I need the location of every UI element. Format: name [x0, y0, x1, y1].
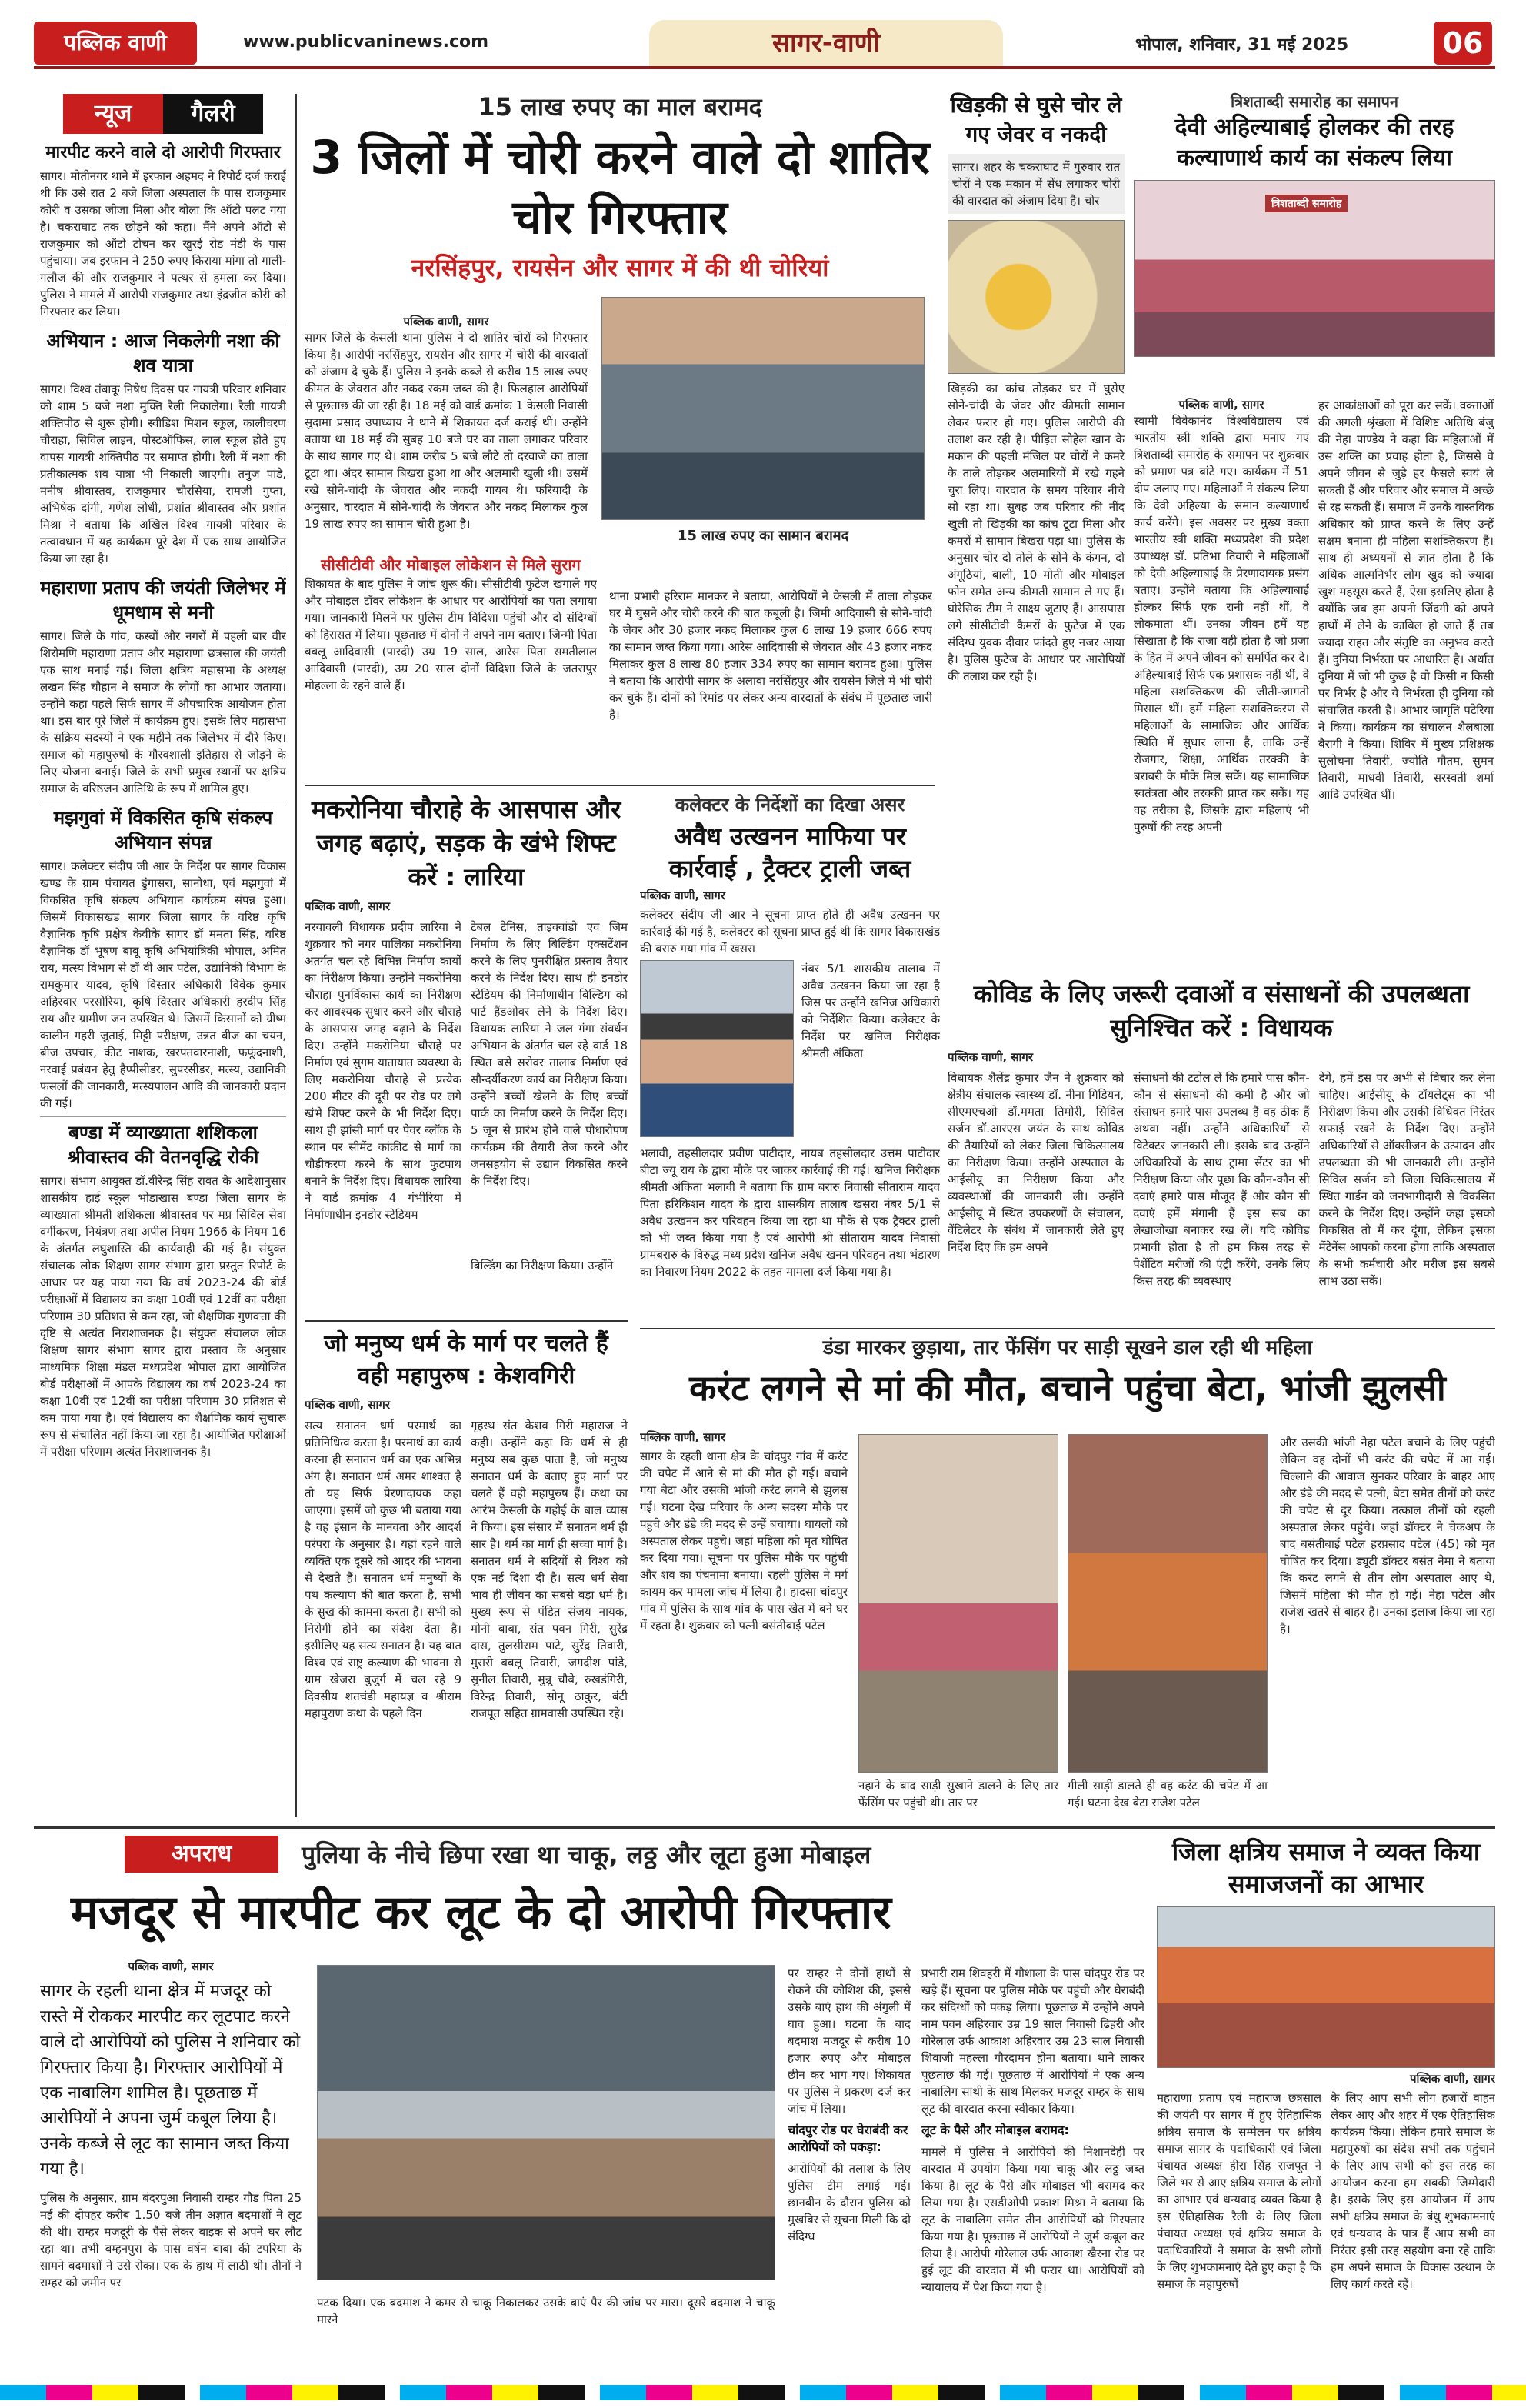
covid-story: कोविड के लिए जरूरी दवाओं व संसाधनों की उपलब्धता सुनिश्चित करें : विधायक पब्लिक वाणी, सागर विधायक शैलेंद्र कुमार जैन ने शुक्रवार को क्षेत्रीय संचालक स्वास्थ्य डॉ. नीना गिडियन, सीएमएचओ डॉ.ममता तिमोरी, सिविल सर्जन डॉ.आरएस जयंत के साथ कोविड की तैयारियों को लेकर जिला चिकित्सालय का निरीक्षण किया। उन्होंने अस्पताल के आईसीयू का निरीक्षण किया और व्यवस्थाओं की जानकारी ली। उन्होंने आईसीयू में स्थित उपकरणों के संचालन, वेंटिलेटर के संबंध में जानकारी लेते हुए निर्देश दिए कि हम अपने संसाधनों की टटोल लें कि हमारे पास कौन-कौन से संसाधनों की कमी है और जो संसाधन हमारे पास उपलब्ध हैं वह ठीक हैं अथवा नहीं। उन्होंने अधिकारियों से विटेक्टर जानकारी ली। इसके बाद उन्होंने अधिकारियों के साथ ट्रामा सेंटर का भी निरीक्षण किया और पूछा कि कौन-कौन सी दवाएं हमारे पास मौजूद हैं और कौन सी दवाएं हमें मंगानी हैं इस सब का लेखाजोखा बनाकर रख लें। यदि कोविड प्रभावी होता है तो हम किस तरह से पेशेंटिव मरीजों की एंट्री करेंगे, उनके लिए किस तरह की व्यवस्थाएं देंगे, हमें इस पर अभी से विचार कर लेना चाहिए। आईसीयू के टॉयलेट्स का भी निरीक्षण किया और उसकी विधिवत निरंतर सफाई रखने के निर्देश दिए। उन्होंने अधिकारियों से ऑक्सीजन के उत्पादन और उपलब्धता की भी जानकारी ली। उन्होंने सिविल सर्जन को जिला चिकित्सालय में स्थित गार्डन को जनभागीदारी से विकसित करने के निर्देश दिए। उन्होंने कहा इसको विकसित तो मैं कर दूंगा, लेकिन इसका मेंटेनेंस आपको करना होगा ताकि अस्पताल के सभी कर्मचारी और मरीज इस सबसे लाभ उठा सकें। — [948, 979, 1495, 1288]
brief-item: महाराणा प्रताप की जयंती जिलेभर में धूमधाम से मनी सागर। जिले के गांव, कस्बों और नगरों में पहली बार वीर शिरोमणि महाराणा प्रताप और महाराणा छत्रसाल की जयंती एक साथ मनाई गई। जिला क्षत्रिय महासभा के अध्यक्ष लखन सिंह चौहान ने समाज के लोगों का आभार जताया। उन्होंने कहा पहले सिर्फ सागर में औपचारिक आयोजन होता था। इस बार पूरे जिले में कार्यक्रम हुए। इसके लिए महासभा के सक्रिय सदस्यों ने एक महीने तक जिलेभर में दौरे किए। समाज को महापुरुषों के गौरवशाली इतिहास से जोड़ने के लिए योजना बनाई। जिले के सभी प्रमुख स्थानों पर क्षत्रिय समाज के वरिष्ठजन आतिथि के रूप में शामिल हुए। — [40, 572, 286, 797]
lead-subheading: सीसीटीवी और मोबाइल लोकेशन से मिले सुराग — [321, 555, 581, 574]
kshatriya-story: जिला क्षत्रिय समाज ने व्यक्त किया समाजजनों का आभार पब्लिक वाणी, सागर महाराणा प्रताप एवं महाराज छत्रसाल की जयंती पर सागर में हुए ऐतिहासिक क्षत्रिय समाज के सम्मेलन पर क्षत्रिय समाज सागर के पदाधिकारी एवं जिला पंचायत अध्यक्ष हीरा सिंह राजपूत ने जिले भर से आए क्षत्रिय समाज के लोगों का आभार एवं धन्यवाद व्यक्त किया है इस ऐतिहासिक रैली के लिए जिला पंचायत अध्यक्ष एवं क्षत्रिय समाज के पदाधिकारियों ने समाज के सभी लोगों के लिए शुभकामनाएं देते हुए कहा है कि समाज के महापुरुषों के लिए आप सभी लोग हजारों वाहन लेकर आए और शहर में एक ऐतिहासिक कार्यक्रम किया। लेकिन हमारे समाज के महापुरुषों का संदेश सभी तक पहुंचाने के लिए आप सभी को इस तरह का आयोजन करना हम सबकी जिम्मेदारी है। इसके लिए इस आयोजन में आप सभी क्षत्रिय समाज के बंधु शुभकामनाएं एवं धन्यवाद के पात्र हैं आप सभी का निरंतर इसी तरह सहयोग बना रहे ताकि हम अपने समाज के विकास उत्थान के लिए कार्य करते रहें। — [1157, 1837, 1495, 2291]
crime-tag: अपराध — [125, 1836, 278, 1873]
byline: पब्लिक वाणी, सागर — [403, 315, 489, 329]
mining-story: कलेक्टर के निर्देशों का दिखा असर अवैध उत्खनन माफिया पर कार्रवाई , ट्रैक्टर ट्राली जब्त पब्लिक वाणी, सागर कलेक्टर संदीप जी आर ने सूचना प्राप्त होते ही अवैध उत्खनन पर कार्रवाई की गई है, कलेक्टर को सूचना प्राप्त हुई थी कि सागर विकासखंड की बरारु गया गांव में खसरा नंबर 5/1 शासकीय तालाब में अवैध उत्खनन किया जा रहा है जिस पर उन्होंने खनिज अधिकारी को निर्देशित किया। कलेक्टर के निर्देश पर खनिज निरीक्षक श्रीमती अंकिता भलावी, तहसीलदार प्रवीण पाटीदार, नायब तहसीलदार उत्तम पाटीदार बीटा ज्यू राय के द्वारा मौके पर जाकर कार्रवाई की गई। खनिज निरीक्षक श्रीमती अंकिता भलावी ने बताया कि ग्राम बरारु निवासी सीताराम यादव पिता हरिकिशन यादव के द्वारा शासकीय तालाब खसरा नंबर 5/1 से अवैध उत्खनन कर परिवहन किया जा रहा था मौके से एक ट्रैक्टर ट्राली को भी जब्त किया गया है एवं आरोपी श्री सीताराम यादव निवासी ग्रामबरारु के विरुद्ध मध्य प्रदेश खनिज अवैध खनन परिवहन तथा भंडारण का निवारण नियम 2022 के तहत मामला दर्ज किया गया है। — [640, 794, 940, 1279]
photo-banner-text: त्रिशताब्दी समारोह — [1265, 195, 1348, 212]
lead-photo-caption: 15 लाख रुपए का सामान बरामद — [677, 528, 849, 544]
dateline: भोपाल, शनिवार, 31 मई 2025 — [1135, 35, 1349, 55]
lead-headline: 3 जिलों में चोरी करने वाले दो शातिर चोर गिरफ्तार — [310, 131, 930, 245]
brief-list — [40, 142, 286, 1460]
section-rule — [34, 1826, 1495, 1829]
section-banner: सागर-वाणी — [649, 20, 1003, 66]
arrest-photo — [317, 1965, 775, 2280]
lead-subhead: नरसिंहपुर, रायसेन और सागर में की थी चोरियां — [411, 253, 829, 282]
news-gallery-column — [40, 94, 286, 1819]
lead-text-a: पब्लिक वाणी, सागर सागर जिले के केसली थाना पुलिस ने दो शातिर चोरों को गिरफ्तार किया है। आरोपी नरसिंहपुर, रायसेन और सागर में चोरी की वारदातों को अंजाम दे चुके हैं। पुलिस ने इनके कब्जे से करीब 15 लाख रुपए कीमत के जेवरात और नकद रकम जब्त की है। फिलहाल आरोपियों से पूछताछ की जा रही है। 18 मई को वार्ड क्रमांक 1 केसली निवासी सुदामा प्रसाद उपाध्याय ने थाने में शिकायत दर्ज कराई थी। उन्होंने बताया था 18 मई की सुबह 10 बजे घर का ताला लगाकर परिवार के साथ सागर गए थे। शाम करीब 5 बजे लौटे तो दरवाजे का ताला टूटा था। अंदर सामान बिखरा हुआ था और अलमारी खुली थी। उसमें रखे सोने-चांदी के जेवरात और नकदी गायब थे। फरियादी के अनुसार, वारदात में सोने-चांदी के जेवरात और नकद मिलाकर कुल 19 लाख रुपए का सामान चोरी हुआ है। — [305, 315, 588, 531]
publication-logo: पब्लिक वाणी — [34, 22, 197, 65]
lead-kicker: 15 लाख रुपए का माल बरामद — [478, 92, 762, 122]
print-registration-bar — [0, 2385, 1526, 2400]
brief-item: मझगुवां में विकसित कृषि संकल्प अभियान संपन्न सागर। कलेक्टर संदीप जी आर के निर्देश पर सागर विकास खण्ड के ग्राम पंचायत डुंगासरा, सानोधा, एवं मझगुवां में विकसित कृषि संकल्प अभियान कार्यक्रम संपन्न हुआ। जिसमें विकासखंड सागर जिला सागर के वरिष्ठ कृषि वैज्ञानिक कृषि प्रक्षेत्र केवीके सागर डॉ ममता सिंह, वरिष्ठ वैज्ञानिक डॉ भूषण बाबू कृषि अभियांत्रिकी भोपाल, अमित राय, मत्स्य विभाग से डॉ वी आर पटेल, उद्यानिकी विभाग के रामकुमार यादव, कृषि विस्तार अधिकारी विवेक कुमार अहिरवार परसोरिया, कृषि विस्तार अधिकारी हरदीप सिंह राय और ग्रामीण जन उपस्थित थे। जिसमें किसानों को ग्रीष्म कालीन गहरी जुताई, मिट्टी परीक्षण, उन्नत बीज का चयन, बीज उपचार, कीट नाशक, खरपतवारनाशी, फफूंदनाशी, नरवाई प्रबंधन हेतु हैप्पीसीडर, सुपरसीडर, मत्स्य, उद्यानिकी फसलों की जानकारी, मत्स्यपालन आदि की जानकारी प्रदान की गई। — [40, 802, 286, 1112]
masthead — [34, 20, 1495, 69]
collector-portrait — [640, 960, 794, 1137]
ahilya-photo — [1134, 180, 1495, 357]
fence-photo — [858, 1434, 1058, 1773]
ahilya-story: त्रिशताब्दी समारोह का समापन देवी अहिल्याबाई होलकर की तरह कल्याणार्थ कार्य का संकल्प लिया त्रिशताब्दी समारोह पब्लिक वाणी, सागर स्वामी विवेकानंद विश्वविद्यालय एवं भारतीय स्त्री शक्ति द्वारा मनाए गए त्रिशताब्दी समारोह के समापन पर शुक्रवार को प्रमाण पत्र बांटे गए। कार्यक्रम में 51 दीप जलाए गए। महिलाओं ने संकल्प लिया कि देवी अहिल्या के समान कल्याणार्थ कार्य करेंगे। इस अवसर पर मुख्य वक्ता भारतीय स्त्री शक्ति मध्यप्रदेश की प्रदेश उपाध्यक्ष डॉ. प्रतिभा तिवारी ने महिलाओं को देवी अहिल्याबाई के प्रेरणादायक प्रसंग बताए। उन्होंने बताया कि अहिल्याबाई होल्कर सिर्फ एक रानी नहीं थीं, वे लोकमाता थीं। उनका जीवन हमें यह सिखाता है कि राजा वही होता है जो प्रजा के हित में अपने जीवन को समर्पित कर दे। अहिल्याबाई सिर्फ एक प्रशासक नहीं थीं, वे महिला सशक्तिकरण की जीती-जागती मिसाल थीं। हमें महिला सशक्तिकरण से महिलाओं के सामाजिक और आर्थिक स्थिति में सुधार लाना है, ताकि उन्हें रोजगार, शिक्षा, आर्थिक तरक्की के बराबरी के मौके मिल सकें। यह सामाजिक स्वतंत्रता और तरक्की प्राप्त कर सकें। यह वह तरीका है, जिसके द्वारा महिलाएं भी पुरुषों की तरह अपनी हर आकांक्षाओं को पूरा कर सकें। वक्ताओं की अगली श्रृंखला में विशिष्ट अतिथि बंजु की नेहा पाण्डेय ने कहा कि महिलाओं में उस शक्ति का प्रवाह होता है, जिससे वे अपने जीवन से जुड़े हर फैसले स्वयं ले सकती हैं और परिवार और समाज में अच्छे से रह सकती हैं। समाज में उनके वास्तविक अधिकार को प्राप्त करने के लिए उन्हें सक्षम बनाना ही महिला सशक्तिकरण है। साथ ही अध्ययनों से ज्ञात होता है कि अधिक आत्मनिर्भर लोग खुद को ज्यादा खुश महसूस करते हैं, ऐसा इसलिए होता है क्योंकि जब हम अपनी जिंदगी को अपने हाथों में लेने के काबिल हो जाते हैं तब ज्यादा राहत और संतुष्टि का अनुभव करते हैं। दुनिया निर्भरता पर आधारित है। अर्थात दुनिया में जो भी कुछ है वो किसी न किसी पर निर्भर है और ये निर्भरता ही दुनिया को संचालित करती है। आभार जागृति पटेरिया ने किया। कार्यक्रम का संचालन शैलबाला बैरागी ने किया। शिविर में मुख्य प्रशिक्षक सुलोचना तिवारी, ज्योति गौतम, सुमन तिवारी, माधवी तिवारी, सरस्वती शर्मा आदि उपस्थित थीं। — [1134, 92, 1494, 834]
electrocution-story: डंडा मारकर छुड़ाया, तार फेंसिंग पर साड़ी सूखने डाल रही थी महिला करंट लगने से मां की मौत, बचाने पहुंचा बेटा, भांजी झुलसी पब्लिक वाणी, सागर सागर के रहली थाना क्षेत्र के चांदपुर गांव में करंट की चपेट में आने से मां की मौत हो गई। बचाने गया बेटा और उसकी भांजी करंट लगने से झुलस गई। घटना देख परिवार के अन्य सदस्य मौके पर पहुंचे और डंडे की मदद से उन्हें बचाया। घायलों को अस्पताल लेकर पहुंचे। जहां महिला को मृत घोषित कर दिया गया। सूचना पर पुलिस मौके पर पहुंची और शव का पंचनामा बनाया। रहली पुलिस ने मर्ग कायम कर मामला जांच में लिया है। हादसा चांदपुर गांव में पुलिस के साथ गांव के पास खेत में बने घर में रहता है। शुक्रवार को पत्नी बसंतीबाई पटेल नहाने के बाद साड़ी सुखाने डालने के लिए तार फेंसिंग पर पहुंची थी। तार पर गीली साड़ी डालते ही वह करंट की चपेट में आ गई। घटना देख बेटा राजेश पटेल और उसकी भांजी नेहा पटेल बचाने के लिए पहुंची लेकिन वह दोनों भी करंट की चपेट में आ गई। चिल्लाने की आवाज सुनकर परिवार के बाहर आए और डंडे की मदद से पत्नी, बेटा समेत तीनों को करंट की चपेट से दूर किया। तत्काल तीनों को रहली अस्पताल लेकर पहुंचे। जहां डॉक्टर ने चेकअप के बाद बसंतीबाई पटेल हरप्रसाद पटेल (45) को मृत घोषित कर दिया। ड्यूटी डॉक्टर बसंत नेमा ने बताया कि करंट लगने से तीन लोग अस्पताल आए थे, जिसमें महिला की मौत हो गई। नेहा पटेल और राजेश खतरे से बाहर हैं। उनका इलाज किया जा रहा है। — [640, 1328, 1495, 1820]
brief-item: बण्डा में व्याख्याता शशिकला श्रीवास्तव की वेतनवृद्धि रोकी सागर। संभाग आयुक्त डॉ.वीरेन्द्र सिंह रावत के आदेशानुसार शासकीय हाई स्कूल भोडाखास बण्डा जिला सागर के व्याख्याता श्रीमती शशिकला श्रीवास्तव पर मप्र सिविल सेवा वर्गीकरण, नियंत्रण तथा अपील नियम 1966 के नियम 16 के अंतर्गत लघुशास्ति की कार्यवाही की गई है। संयुक्त संचालक लोक शिक्षण सागर संभाग द्वारा प्रस्तुत रिपोर्ट के आधार पर यह पाया गया कि वर्ष 2023-24 की बोर्ड परीक्षाओं में विद्यालय का कक्षा 10वीं एवं 12वीं का परीक्षा परिणाम 30 प्रतिशत से कम रहा, जो शैक्षणिक गुणवत्ता की दृष्टि से अत्यंत निराशाजनक है। संयुक्त संचालक लोक शिक्षण सागर संभाग सागर द्वारा प्रस्ताव के अनुसार माध्यमिक शिक्षा मंडल मध्यप्रदेश भोपाल द्वारा आयोजित बोर्ड परीक्षाओं में आपके विद्यालय का वर्ष 2023-24 का कक्षा 10वीं एवं 12वीं का परीक्षा परिणाम 30 प्रतिशत से कम पाया गया है। एवं विद्यालय का शैक्षणिक कार्य सुचारू रूप से संचालित नहीं किया जा रहा है। आयोजित परीक्षाओं में परीक्षा परिणाम अत्यंत निराशाजनक है। — [40, 1116, 286, 1460]
page-number: 06 — [1434, 22, 1492, 65]
brief-item: मारपीट करने वाले दो आरोपी गिरफ्तार सागर। मोतीनगर थाने में इरफान अहमद ने रिपोर्ट दर्ज कराई थी कि उसे रात 2 बजे जिला अस्पताल के पास राजकुमार कोरी व उसका जीजा मिला और बोला कि ऑटो पलट गया है। चकराघाट तक छोड़ने को कहा। मैंने अपने ऑटो से राजकुमार को ऑटो टोचन कर खुरई रोड मंडी के पास पहुंचाया। जब इरफान ने 250 रुपए किराया मांगा तो गाली-गलौज की और राजकुमार ने पत्थर से हमला कर दिया। पुलिस ने मामले में आरोपी राजकुमार तथा इंद्रजीत कोरी को गिरफ्तार कर लिया। — [40, 143, 286, 319]
lead-story-lower: सीसीटीवी और मोबाइल लोकेशन से मिले सुराग शिकायत के बाद पुलिस ने जांच शुरू की। सीसीटीवी फुटेज खंगाले गए और मोबाइल टॉवर लोकेशन के आधार पर आरोपियों का पता लगाया गया। जानकारी मिलने पर पुलिस टीम विदिशा पहुंची और दो संदिग्धों को हिरासत में लिया। पूछताछ में दोनों ने अपने नाम बताए। जिन्मी पिता बबलू आदिवासी (पारदी) उम्र 19 साल, आरेस पिता समतीलाल आदिवासी (पारदी), उम्र 20 साल दोनों विदिशा जिले के जतरापुर मोहल्ला के रहने वाले हैं। थाना प्रभारी हरिराम मानकर ने बताया, आरोपियों ने केसली में ताला तोड़कर घर में घुसने और चोरी करने की बात कबूली है। जिमी आदिवासी से सोने-चांदी के जेवर और 30 हजार नकद मिलाकर कुल 6 लाख 19 हजार 666 रुपए का सामान जब्त किया गया। आरेस आदिवासी से जेवरात और 43 हजार नकद मिलाकर कुल 8 लाख 80 हजार 334 रुपए का सामान बरामद हुआ। पुलिस ने बताया कि आरोपी सागर के अलावा नरसिंहपुर और रायसेन जिले में भी चोरी कर चुके हैं। दोनों को रिमांड पर लेकर अन्य वारदातों के संबंध में पूछताछ जारी है। — [305, 555, 932, 722]
rally-photo — [1157, 1906, 1495, 2068]
column-divider — [295, 94, 297, 1817]
lead-photo — [601, 297, 925, 520]
lariya-story: मकरोनिया चौराहे के आसपास और जगह बढ़ाएं, सड़क के खंभे शिफ्ट करें : लारिया पब्लिक वाणी, सागर नरयावली विधायक प्रदीप लारिया ने शुक्रवार को नगर पालिका मकरोनिया अंतर्गत चल रहे विभिन्न निर्माण कार्यों का निरीक्षण किया। उन्होंने मकरोनिया चौराहा पुनर्विकास कार्य का निरीक्षण कर आवश्यक सुधार करने और चौराहे के आसपास जगह बढ़ाने के निर्देश दिए। उन्होंने मकरोनिया चौराहे पर निर्माण एवं सुगम यातायात व्यवस्था के लिए मकरोनिया चौराहे से प्रत्येक 200 मीटर की दूरी पर रोड पर लगे खंभे शिफ्ट करने के भी निर्देश दिए। साथ ही झांसी मार्ग पर पेवर ब्लॉक के स्थान पर सीमेंट कांक्रीट से मार्ग का चौड़ीकरण करने के साथ फुटपाथ बनाने के निर्देश दिए। विधायक लारिया ने वार्ड क्रमांक 4 गंभीरिया में निर्माणाधीन इनडोर स्टेडियम टेबल टेनिस, ताइक्वांडो एवं जिम निर्माण के लिए बिल्डिंग एक्सटेंशन करने के लिए पुनरीक्षित प्रस्ताव तैयार करने के निर्देश दिए। साथ ही इनडोर स्टेडियम की निर्माणाधीन बिल्डिंग को पार्ट हैंडओवर लेने के निर्देश दिए। विधायक लारिया ने जल गंगा संवर्धन अभियान के अंतर्गत चल रहे वार्ड 18 स्थित बसे सरोवर तालाब निर्माण एवं सौन्दर्यीकरण कार्य का निरीक्षण किया। उन्होंने बच्चों खेलने के लिए बच्चों पार्क का निर्माण करने के निर्देश दिए। 5 जून से प्रारंभ होने वाले पौधारोपण कार्यक्रम की तैयारी तेज करने और जनसहयोग से उद्यान विकसित करने के निर्देश दिए। बिल्डिंग का निरीक्षण किया। उन्होंने — [305, 795, 628, 1272]
website-url: www.publicvaninews.com — [243, 32, 489, 52]
keshav-story: जो मनुष्य धर्म के मार्ग पर चलते हैं वही महापुरुष : केशवगिरी पब्लिक वाणी, सागर सत्य सनातन धर्म परमार्थ का प्रतिनिधित्व करता है। परमार्थ का कार्य करना ही सनातन धर्म का एक अभिन्न अंग है। सनातन धर्म अमर शाश्वत है तो यह सिर्फ प्रेरणादायक कहा जाएगा। इसमें जो कुछ भी बताया गया है वह इंसान के मानवता और आदर्श परंपरा के अनुसार है। यहां रहने वाले व्यक्ति एक दूसरे को आदर की भावना से देखते हैं। सनातन धर्म मनुष्यों के पथ कल्याण की बात करता है, सभी के सुख की कामना करता है। सभी को निरोगी होने का संदेश देता है। इसीलिए यह सत्य सनातन है। यह बात विश्व एवं राष्ट्र कल्याण की भावना से ग्राम खेजरा बुजुर्ग में चल रहे 9 दिवसीय शतचंडी महायज्ञ व श्रीराम महापुराण कथा के पहले दिन गृहस्थ संत केशव गिरी महाराज ने कही। उन्होंने कहा कि धर्म से ही मनुष्य सब कुछ पाता है, जो मनुष्य सनातन धर्म के बताए हुए मार्ग पर चलते हैं वही महापुरुष हैं। कथा का आरंभ केसली के गहोई के बाल व्यास ने किया। इस संसार में सनातन धर्म ही सार है। धर्म का मार्ग ही सच्चा मार्ग है। सनातन धर्म ने सदियों से विश्व को एक नई दिशा दी है। सत्य धर्म सेवा भाव ही जीवन का सबसे बड़ा धर्म है। मुख्य रूप से पंडित संजय नायक, मोनी बाबा, संत पवन गिरी, सुरेंद्र दास, तुलसीराम पाटे, सुरेंद्र तिवारी, मुरारी बबलू तिवारी, जगदीश पांडे, सुनील तिवारी, मुन्नू चौबे, रुखडंगिरी, विरेन्द्र तिवारी, सोनू ठाकुर, बंटी राजपूत सहित ग्रामवासी उपस्थित रहे। — [305, 1320, 628, 1813]
lead-bottom-rule — [305, 785, 935, 786]
news-gallery-badge: न्यूज गैलरी — [63, 94, 263, 134]
theft-illustration — [948, 220, 1125, 374]
brief-item: अभियान : आज निकलेगी नशा की शव यात्रा सागर। विश्व तंबाकू निषेध दिवस पर गायत्री परिवार शनिवार को शाम 5 बजे नशा मुक्ति रैली निकालेगा। रैली गायत्री शक्तिपीठ से शुरू होगी। स्वीडिश मिशन स्कूल, कालीचरण चौराहा, सिविल लाइन, पोस्टऑफिस, लाल स्कूल होते हुए वापस गायत्री शक्तिपीठ पर समाप्त होगी। रैली में नशा की प्रतीकात्मक शव यात्रा भी निकाली जाएगी। तनुज पांडे, मनीष श्रीवास्तव, राजकुमार चौरसिया, रामजी गुप्ता, अभिषेक दांगी, गणेश लोधी, प्रशांत श्रीवास्तव और प्रशांत मिश्रा ने बताया कि अखिल विश्व गायत्री परिवार के तत्वावधान में यह कार्यक्रम पूरे देश में एक साथ आयोजित किया जा रहा है। — [40, 325, 286, 567]
crime-story: अपराध पुलिया के नीचे छिपा रखा था चाकू, लठ्ठ और लूटा हुआ मोबाइल मजदूर से मारपीट कर लूट के दो आरोपी गिरफ्तार पब्लिक वाणी, सागर सागर के रहली थाना क्षेत्र में मजदूर को रास्ते में रोककर मारपीट कर लूटपाट करने वाले दो आरोपियों को पुलिस ने शनिवार को गिरफ्तार किया है। गिरफ्तार आरोपियों में एक नाबालिग शामिल है। पूछताछ में आरोपियों ने अपना जुर्म कबूल लिया है। उनके कब्जे से लूट का सामान जब्त किया गया है। पुलिस के अनुसार, ग्राम बंदरपुआ निवासी राम्हर गौड पिता 25 मई की दोपहर करीब 1.50 बजे तीन अज्ञात बदमाशों ने लूट की थी। राम्हर मजदूरी के पैसे लेकर बाइक से अपने घर लौट रहा था। तभी बम्हनपुरा के पास वर्षन बाबा की टपरिया के सामने बदमाशों ने उसे रोका। एक के हाथ में लाठी थी। तीनों ने राम्हर को जमीन पर पटक दिया। एक बदमाश ने कमर से चाकू निकालकर उसके बाएं पैर की जांघ पर मारा। दूसरे बदमाश ने चाकू मारने पर राम्हर ने दोनों हाथों से रोकने की कोशिश की, इससे उसके बाएं हाथ की अंगुली में घाव हुआ। घटना के बाद बदमाश मजदूर से करीब 10 हजार रुपए और मोबाइल छीन कर भाग गए। शिकायत पर पुलिस ने प्रकरण दर्ज कर जांच में लिया। चांदपुर रोड पर घेराबंदी कर आरोपियों को पकड़ा: आरोपियों की तलाश के लिए पुलिस टीम लगाई गई। छानबीन के दौरान पुलिस को मुखबिर से सूचना मिली कि दो संदिग्ध प्रभारी राम शिवहरी में गौशाला के पास चांदपुर रोड पर खड़े हैं। सूचना पर पुलिस मौके पर पहुंची और घेराबंदी कर संदिग्धों को पकड़ लिया। पूछताछ में उन्होंने अपने नाम पवन अहिरवार उम्र 19 साल निवासी ढिहरी और गोरेलाल उर्फ आकाश अहिरवार उम्र 23 साल निवासी शिवाजी महल्ला गौरदामन होना बताया। थाने लाकर पूछताछ की गई। पूछताछ में आरोपियों ने एक अन्य नाबालिग साथी के साथ मिलकर मजदूर राम्हर के साथ लूट की वारदात करना स्वीकार किया। लूट के पैसे और मोबाइल बरामद: मामले में पुलिस ने आरोपियों की निशानदेही पर वारदात में उपयोग किया गया चाकू और लठ्ठ जब्त किया है। लूट के पैसे और मोबाइल भी बरामद कर लिया गया है। एसडीओपी प्रकाश मिश्रा ने बताया कि लूट के नाबालिग समेत तीन आरोपियों को गिरफ्तार किया गया है। पूछताछ में आरोपियों ने जुर्म कबूल कर लिया है। आरोपी गोरेलाल उर्फ आकाश खैरना रोड पर हुई लूट की वारदात में भी फरार था। आरोपियों को न्यायालय में पेश किया गया है। — [40, 1836, 1148, 2366]
window-theft-story: खिड़की से घुसे चोर ले गए जेवर व नकदी सागर। शहर के चकराघाट में गुरुवार रात चोरों ने एक मकान में सेंध लगाकर चोरी की वारदात को अंजाम दिया है। चोर खिड़की का कांच तोड़कर घर में घुसेए सोने-चांदी के जेवर और कीमती सामान लेकर फरार हो गए। पुलिस आरोपी की तलाश कर रही है। पीड़ित सोहेल खान के मकान की पहली मंजिल पर चोरों ने कमरे के ताले तोड़कर अलमारियों में रखे गहने चुरा लिए। वारदात के समय परिवार नीचे सो रहा था। सुबह जब परिवार की नींद खुली तो खिड़की का कांच टूटा मिला और कमरों में सामान बिखरा पड़ा था। पुलिस के अनुसार चोर दो तोले के सोने के कंगन, दो अंगूठियां, बाली, 10 मोती और मोबाइल फोन समेत अन्य कीमती सामान ले गए हैं। घोरेसिक टीम ने साक्ष्य जुटाए हैं। आसपास लगे सीसीटीवी कैमरों के फुटेज में एक संदिग्ध युवक दीवार फांदते हुए नजर आया है। पुलिस फुटेज के आधार पर आरोपियों की तलाश कर रही है। — [948, 92, 1125, 683]
victim-photo — [1068, 1434, 1268, 1773]
